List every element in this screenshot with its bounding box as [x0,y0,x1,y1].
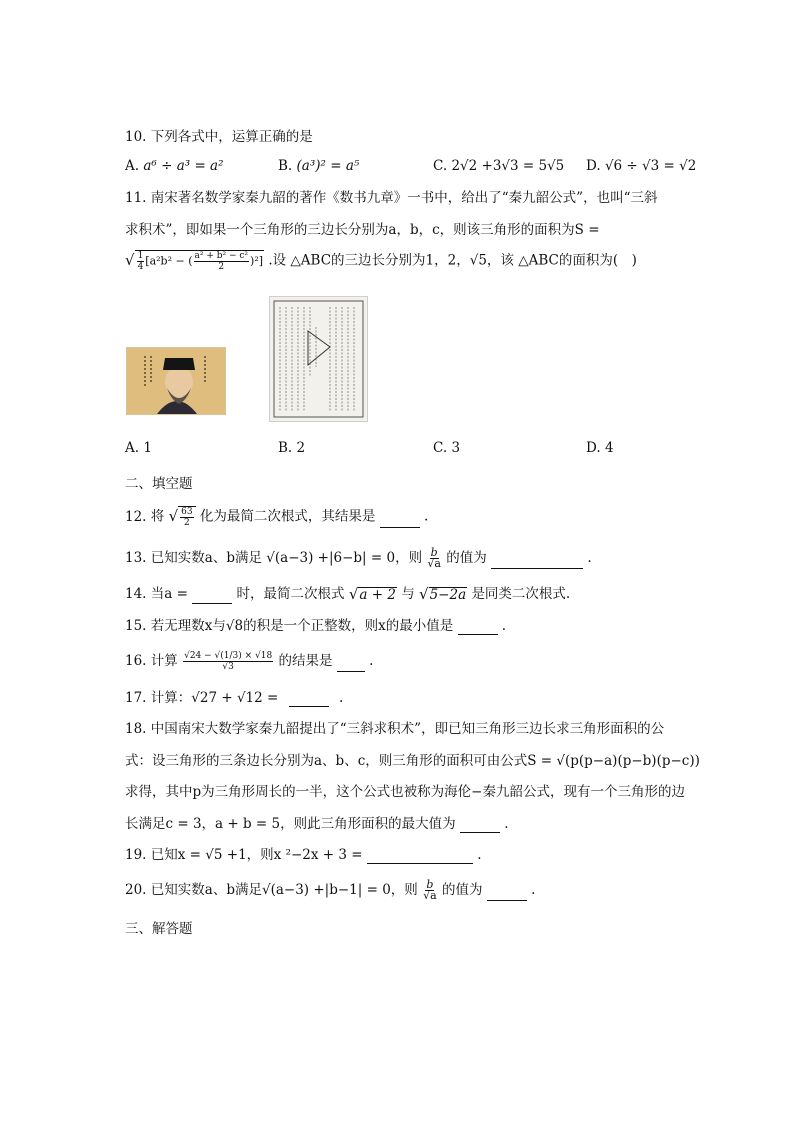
option-text: a⁶ ÷ a³ = a² [143,158,224,174]
question-11-line3 [125,250,637,272]
question-number: 15. [125,618,147,634]
question-11-line1 [125,189,658,207]
portrait-illustration [127,348,225,414]
question-number: 11. [125,190,147,206]
question-text: 南宋著名数学家秦九韶的著作《数书九章》一书中，给出了“秦九韶公式”，也叫“三斜 [150,190,658,206]
math-expression: √(a−3) +|6−b| = 0，则 [266,550,423,566]
question-text: 的值为 [446,550,487,566]
answer-blank[interactable] [491,554,583,569]
question-stem: 下列各式中，运算正确的是 [150,129,313,145]
punctuation: . [477,847,482,863]
question-text: .设 △ABC的三边长分别为1，2，√5，该 △ABC的面积为( ) [268,252,637,269]
question-text: 中国南宋大数学家秦九韶提出了“三斜求积术”，即已知三角形三边长求三角形面积的公 [150,721,665,737]
question-text: 若无理数x与√8的积是一个正整数，则x的最小值是 [150,618,454,634]
question-17 [125,689,343,707]
option-label: A. [125,158,140,174]
fraction-denominator: √a [423,889,437,902]
q11-option-b[interactable] [278,440,305,456]
question-text: 求得，其中p为三角形周长的一半，这个公式也被称为海伦−秦九韶公式，现有一个三角形的边 [125,784,685,800]
question-text: 与 [401,586,415,602]
fraction [427,548,441,569]
q10-option-b[interactable] [278,158,359,174]
question-18-line2 [125,752,700,770]
question-text: 的结果是 [278,653,333,669]
option-text: 3 [451,440,461,456]
fraction-numerator: 63 [181,507,193,517]
question-10 [125,128,313,146]
fraction-denominator: √3 [222,662,234,672]
answer-blank[interactable] [289,692,329,707]
question-18-line4 [125,815,509,833]
question-text: 时，最简二次根式 [236,586,345,602]
punctuation: . [587,550,592,566]
question-number: 12. [125,508,147,525]
question-text: 求积术”，即如果一个三角形的三边长分别为a，b，c，则该三角形的面积为S = [125,222,600,238]
option-label: B. [278,158,293,174]
fraction-numerator: b [430,546,438,559]
option-label: C. [433,158,448,174]
fraction [423,880,437,901]
question-text: 将 [150,508,165,525]
radical-expression: √ $\frac{63}{2}$ [169,506,196,528]
question-text: 式：设三角形的三条边长分别为a、b、c，则三角形的面积可由公式S = √(p(p−a)(p−b)(p−c)) [125,753,700,769]
fraction-numerator: √24 − √(1/3) × √18 [184,651,273,661]
question-number: 19. [125,847,147,863]
question-20 [125,880,535,901]
question-text: 当a = [150,586,188,602]
option-text: (a³)² = a⁵ [296,158,360,174]
question-number: 10. [125,129,147,145]
punctuation: . [504,816,509,832]
shushu-jiuzhang-page-image [269,296,368,422]
answer-blank[interactable] [487,886,527,901]
question-19 [125,846,481,864]
q10-option-d[interactable] [586,158,696,174]
answer-blank[interactable] [458,620,498,635]
question-number: 17. [125,690,147,706]
fraction-denominator: √a [427,557,441,570]
question-text: 的值为 [441,882,483,898]
option-text: 2√2 +3√3 = 5√5 [451,158,565,174]
answer-blank[interactable] [367,849,473,864]
punctuation: . [501,618,507,634]
radicand: 5−2a [429,587,467,603]
q11-option-c[interactable] [433,440,460,456]
question-text: 长满足c = 3，a + b = 5，则此三角形面积的最大值为 [125,816,456,832]
option-label: B. [278,440,293,456]
question-text: 已知实数a、b满足 [150,550,262,566]
question-text: 化为最简二次根式，其结果是 [199,508,376,525]
question-number: 14. [125,586,147,602]
option-text: 4 [604,440,614,456]
q11-option-d[interactable] [586,440,614,456]
radicand: a + 2 [359,587,396,603]
punctuation: . [423,508,429,525]
question-number: 20. [125,882,147,898]
question-18-line1 [125,720,664,738]
question-15 [125,617,506,635]
section-heading-solve: 三、解答题 [125,921,193,937]
section-heading-fill-in: 二、填空题 [125,476,193,492]
question-text: 已知实数a、b满足√(a−3) +|b−1| = 0，则 [150,882,418,898]
question-number: 18. [125,721,147,737]
answer-blank[interactable] [380,513,420,528]
answer-blank[interactable] [337,657,365,672]
question-text: 计算：√27 + √12 = [150,690,279,706]
radical-expression: √5−2a [419,585,467,603]
option-label: A. [125,440,140,456]
option-label: D. [586,440,601,456]
punctuation: . [531,882,536,898]
question-number: 16. [125,653,147,669]
question-text: 计算 [150,653,178,669]
q11-option-a[interactable] [125,440,152,456]
question-13 [125,548,592,569]
question-14 [125,585,570,604]
question-text: 已知x = √5 +1，则x ²−2x + 3 = [150,847,363,863]
option-label: C. [433,440,448,456]
answer-blank[interactable] [192,589,232,604]
question-11-line2 [125,221,600,239]
fraction-numerator: b [426,878,434,891]
answer-blank[interactable] [460,818,500,833]
option-text: 2 [296,440,306,456]
question-16 [125,651,373,672]
qin-formula: √ $\frac{1}{4}$ [a²b² − ( $\frac{\text{a² + b² − c²}}{2}$ )²] [125,250,264,272]
book-page-illustration [270,297,367,421]
option-text: 1 [143,440,152,456]
question-18-line3 [125,783,685,801]
punctuation: . [369,653,374,669]
radical-expression: √a + 2 [348,585,396,603]
q10-option-c[interactable] [433,158,564,174]
question-12 [125,506,428,528]
option-label: D. [586,158,601,174]
fraction [183,651,273,672]
question-number: 13. [125,550,147,566]
qin-jiushao-portrait-image [126,347,226,415]
fraction-denominator: 2 [184,518,190,528]
option-text: √6 ÷ √3 = √2 [604,158,697,174]
q10-option-a[interactable] [125,158,224,174]
punctuation: . [338,690,344,706]
question-text: 是同类二次根式. [471,586,571,602]
